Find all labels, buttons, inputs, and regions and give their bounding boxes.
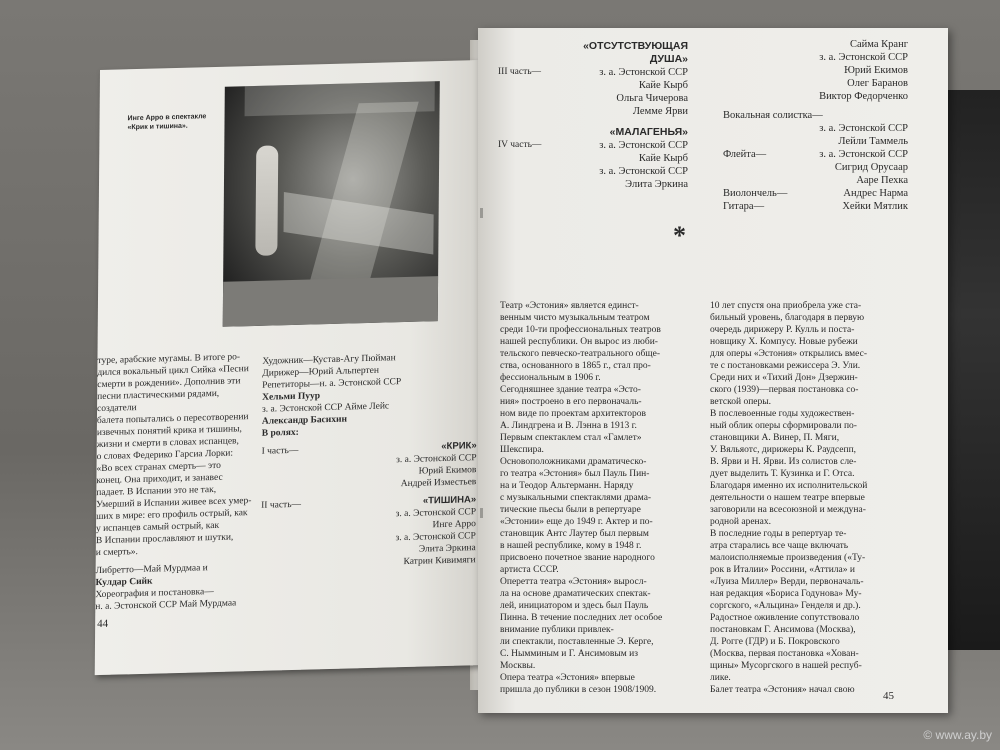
dancer-figure: [255, 145, 278, 256]
part-3-title: «ОТСУТСТВУЮЩАЯ: [583, 40, 688, 52]
part-3-label: III часть—: [498, 67, 542, 77]
left-page: [95, 60, 490, 675]
section-asterisk: *: [673, 221, 686, 250]
left-column-text: туре, арабские мугамы. В итоге ро- дился вокальный цикл Сийка «Песни смерти в рождении». Дополнив эти песни пластическими рядами, создатели балета попытались о пересотворении извечных понятий крика и тишины, жизни и смерти в словах испанцев, о словах Федерико Гарсиа Лорки: «Во всех странах смерть— это конец. Она приходит, и занавес падает. В Испании это не так, Умерший в Испании живее всех умер- ших в мире: его профиль острый, как у испанцев самый острый, как В Испании прославляют и шутки, и смерть». Либретто—Май Мурдмаа и Кулдар Сийк Хореография и постановка— н. а. Эстонской ССР Май Мурдмаа: [95, 352, 252, 613]
part-2-title: «ТИШИНА»: [422, 494, 477, 507]
cast-right-block: Сайма Кранг з. а. Эстонской ССР Юрий Екимов Олег Баранов Виктор Федорченко Вокальная солистка— з. а. Эстонской ССР Лейли Таммель Флейта— з. а. Эстонской ССР Сигрид Орусаар Ааре Пехка Виолончель— Андрес Нарма Гитара— Хейки Мятлик: [723, 39, 908, 212]
part-1-title: «КРИК»: [441, 440, 477, 453]
credits-block: Художник—Кустав-Агу Пюйман Дирижер—Юрий Альпертен Репетиторы—н. а. Эстонской ССР Хельми Пуур з. а. Эстонской ССР Айме Лейс Александр Басихин В ролях: I часть— «КРИК» з. а. Эстонской ССР Юрий Екимов Андрей Изместьев II часть— «ТИШИНА» з. а. Эстонской ССР Инге Арро з. а. Эстонской ССР Элита Эркина Катрин Кивимяги: [261, 353, 477, 568]
watermark: © www.ay.by: [923, 728, 992, 742]
ballet-photo: [223, 81, 440, 327]
part-3-block: «ОТСУТСТВУЮЩАЯ ДУША» III часть— з. а. Эстонской ССР Кайе Кырб Ольга Чичерова Лемме Ярви «МАЛАГЕНЬЯ» IV часть— з. а. Эстонской ССР Кайе Кырб з. а. Эстонской ССР Элита Эркина: [498, 40, 688, 190]
history-column-2: 10 лет спустя она приобрела уже ста- бильный уровень, благодаря в первую очередь дирижеру Р. Кулль и поста- новщику Х. Компусу. Новые рубежи для оперы «Эстония» открылись вмес- те с постановками режиссера Э. Ули. Среди них и «Тихий Дон» Дзержин- ского (1939)—первая постановка со- ветской оперы. В послевоенные годы художествен- ный облик оперы сформировали по- становщики А. Винер, П. Мяги, У. Вяльяотс, дирижеры К. Раудсепп, В. Ярви и Н. Ярви. Из солистов сле- дует выделить Т. Кузинка и Г. Отса. Благодаря именно их исполнительской деятельности о нашем театре впервые заговорили на всесоюзной и междуна- родной аренах. В последние годы в репертуар те- атра старались все чаще включать малоисполняемые произведения («Ту- рок в Италии» Россини, «Аттила» и «Луиза Миллер» Верди, первоначаль- ная редакция «Бориса Годунова» Му- соргского, «Альцина» Генделя и др.). Радостное оживление сопутствовало постановкам Г. Ансимова (Москва), Д. Рогге (ГДР) и Б. Покровского (Москва, первая постановка «Хован- щины» Мусоргского в нашей респуб- лике. Балет театра «Эстония» начал свою: [710, 301, 868, 695]
right-page: [478, 28, 948, 713]
part-2-label: II часть—: [261, 499, 302, 511]
page-number-right: 45: [883, 690, 894, 702]
photo-caption: Инге Арро в спектакле «Крик и тишина».: [127, 113, 207, 132]
part-4-label: IV часть—: [498, 140, 542, 150]
part-4-title: «МАЛАГЕНЬЯ»: [609, 126, 688, 138]
part-1-label: I часть—: [261, 445, 299, 457]
page-number-left: 44: [97, 617, 109, 631]
history-column-1: Театр «Эстония» является единст- венным чисто музыкальным театром среди 10-ти профессиональных театров нашей республики. Он вырос из люби- тельского певческо-театрального обще- ства, основанного в 1865 г., стал про- фессиональным в 1906 г. Сегодняшнее здание театра «Эсто- ния» построено в его первоначаль- ном виде по проектам архитекторов А. Линдгрена и В. Лэнна в 1913 г. Первым спектаклем стал «Гамлет» Шекспира. Основоположниками драматическо- го театра «Эстония» был Пауль Пин- на и Теодор Альтерманн. Наряду с музыкальными спектаклями драма- тические пьесы были в репертуаре «Эстонии» еще до 1949 г. Актер и по- становщик Антс Лаутер был первым в нашей республике, кому в 1948 г. присвоено почетное звание народного артиста СССР. Оперетта театра «Эстония» выросл- ла на основе драматических спектак- лей, инициатором и здесь был Пауль Пинна. В течение последних лет особое внимание публики привлек- ли спектакли, поставленные Э. Керге, С. Нымминым и Г. Ансимовым из Москвы. Опера театра «Эстония» впервые пришла до публики в сезон 1908/1909.: [500, 301, 663, 695]
